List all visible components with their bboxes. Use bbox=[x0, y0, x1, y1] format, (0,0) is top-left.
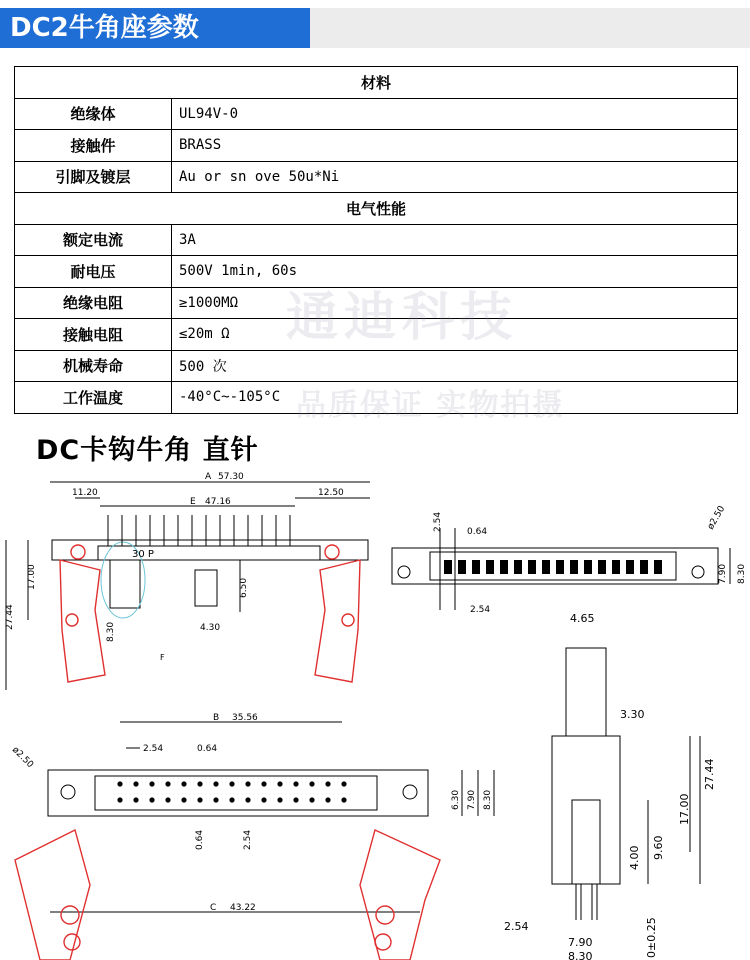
plan-height-3: 8.30 bbox=[483, 789, 493, 810]
spec-label: 接触件 bbox=[15, 130, 172, 162]
plan-pin bbox=[325, 781, 330, 786]
top-pitch-2: 0.64 bbox=[467, 527, 488, 537]
plan-hole-dia: ø2.50 bbox=[9, 745, 36, 771]
banner-rest bbox=[310, 8, 750, 48]
dim-total-height: 27.44 bbox=[5, 604, 15, 630]
spec-value: BRASS bbox=[172, 130, 738, 162]
plan-pins bbox=[117, 781, 346, 802]
plan-pin bbox=[245, 781, 250, 786]
spec-row bbox=[15, 161, 738, 193]
plan-pin bbox=[117, 797, 122, 802]
plan-pin bbox=[341, 781, 346, 786]
spec-value: 3A bbox=[172, 224, 738, 256]
plan-pin bbox=[133, 781, 138, 786]
spec-row bbox=[15, 350, 738, 382]
plan-pitch-2: 0.64 bbox=[197, 744, 218, 754]
plan-pin bbox=[149, 797, 154, 802]
plan-pitch-3: 0.64 bbox=[195, 829, 205, 850]
plan-pin bbox=[309, 797, 314, 802]
top-height-1: 7.90 bbox=[718, 563, 728, 584]
spec-label: 绝缘体 bbox=[15, 98, 172, 130]
plan-pin bbox=[213, 797, 218, 802]
plan-c-label: C bbox=[210, 903, 217, 913]
dim-left-width: 11.20 bbox=[72, 488, 98, 498]
plan-pin bbox=[165, 781, 170, 786]
spec-value: ≤20m Ω bbox=[172, 319, 738, 351]
spec-section-heading: 电气性能 bbox=[15, 193, 738, 225]
watermark-brand: 通迪科技 bbox=[286, 288, 519, 348]
side-tolerance: 0±0.25 bbox=[645, 917, 658, 958]
spec-value: ≥1000MΩ bbox=[172, 287, 738, 319]
spec-section-row bbox=[15, 67, 738, 99]
watermark-slogan: 品质保证 实物拍摄 bbox=[296, 388, 565, 423]
spec-label: 接触电阻 bbox=[15, 319, 172, 351]
plan-pin bbox=[197, 781, 202, 786]
side-total-height: 27.44 bbox=[703, 758, 716, 790]
dim-body-height: 17.00 bbox=[27, 564, 37, 590]
latch-right bbox=[315, 545, 360, 682]
plan-pin bbox=[325, 797, 330, 802]
plan-c-value: 43.22 bbox=[230, 903, 256, 913]
top-height-2: 8.30 bbox=[737, 563, 747, 584]
pin-count: 30 P bbox=[132, 549, 154, 560]
spec-row bbox=[15, 130, 738, 162]
top-hole-dia: ø2.50 bbox=[705, 504, 728, 532]
plan-height-1: 6.30 bbox=[451, 789, 461, 810]
dim-d2: 4.30 bbox=[200, 623, 221, 633]
top-contacts bbox=[444, 560, 662, 574]
technical-drawing bbox=[0, 460, 750, 960]
plan-pin bbox=[309, 781, 314, 786]
plan-pin bbox=[293, 797, 298, 802]
side-width-4: 8.30 bbox=[568, 950, 593, 960]
plan-view bbox=[48, 722, 494, 912]
side-view bbox=[552, 648, 700, 920]
dim-d1: 6.50 bbox=[239, 577, 249, 598]
plan-pin bbox=[229, 797, 234, 802]
side-width-3: 7.90 bbox=[568, 936, 593, 949]
side-pin-height: 9.60 bbox=[652, 835, 665, 860]
section-banner bbox=[0, 8, 750, 48]
plan-pitch-4: 2.54 bbox=[243, 829, 253, 850]
plan-pin bbox=[261, 797, 266, 802]
plan-pin bbox=[213, 781, 218, 786]
dim-right-width: 12.50 bbox=[318, 488, 344, 498]
spec-value: 500V 1min, 60s bbox=[172, 256, 738, 288]
plan-pin bbox=[181, 797, 186, 802]
plan-pin bbox=[293, 781, 298, 786]
subtitle: DC卡钩牛角 直针 bbox=[36, 435, 259, 466]
plan-pin bbox=[277, 797, 282, 802]
spec-row bbox=[15, 98, 738, 130]
plan-height-2: 7.90 bbox=[467, 789, 477, 810]
dim-e-label: E bbox=[190, 497, 196, 507]
plan-b-label: B bbox=[213, 713, 220, 723]
front-pins bbox=[108, 515, 290, 546]
top-pitch-3: 2.54 bbox=[470, 605, 491, 615]
side-low-height: 4.00 bbox=[628, 845, 641, 870]
plan-pitch-1: 2.54 bbox=[143, 744, 164, 754]
plan-pin bbox=[197, 797, 202, 802]
latch-left bbox=[60, 545, 105, 682]
plan-pin bbox=[133, 797, 138, 802]
spec-label: 额定电流 bbox=[15, 224, 172, 256]
plan-b-value: 35.56 bbox=[232, 713, 258, 723]
spec-section-heading: 材料 bbox=[15, 67, 738, 99]
dim-a-value: 57.30 bbox=[218, 472, 244, 482]
spec-section-row bbox=[15, 193, 738, 225]
plan-pin bbox=[181, 781, 186, 786]
side-body-height: 17.00 bbox=[678, 793, 691, 825]
plan-pin bbox=[117, 781, 122, 786]
plan-pin bbox=[277, 781, 282, 786]
spec-label: 绝缘电阻 bbox=[15, 287, 172, 319]
dim-e-value: 47.16 bbox=[205, 497, 231, 507]
spec-table bbox=[14, 66, 738, 414]
plan-pin bbox=[341, 797, 346, 802]
spec-label: 机械寿命 bbox=[15, 350, 172, 382]
dim-a-label: A bbox=[205, 472, 212, 482]
spec-row bbox=[15, 224, 738, 256]
spec-value: -40°C~-105°C bbox=[172, 382, 738, 414]
side-width: 4.65 bbox=[570, 612, 595, 625]
spec-value: 500 次 bbox=[172, 350, 738, 382]
plan-pin bbox=[165, 797, 170, 802]
plan-pin bbox=[149, 781, 154, 786]
plan-pin bbox=[229, 781, 234, 786]
spec-label: 工作温度 bbox=[15, 382, 172, 414]
plan-pin bbox=[261, 781, 266, 786]
side-pitch: 2.54 bbox=[504, 920, 529, 933]
spec-value: UL94V-0 bbox=[172, 98, 738, 130]
spec-value: Au or sn ove 50u*Ni bbox=[172, 161, 738, 193]
side-width-2: 3.30 bbox=[620, 708, 645, 721]
spec-label: 引脚及镀层 bbox=[15, 161, 172, 193]
banner-title: DC2牛角座参数 bbox=[10, 13, 199, 43]
dim-d3: 8.30 bbox=[106, 621, 116, 642]
spec-label: 耐电压 bbox=[15, 256, 172, 288]
plan-latches bbox=[15, 830, 440, 960]
top-pitch-1: 2.54 bbox=[433, 511, 443, 532]
plan-pin bbox=[245, 797, 250, 802]
detail-f: F bbox=[160, 653, 165, 662]
